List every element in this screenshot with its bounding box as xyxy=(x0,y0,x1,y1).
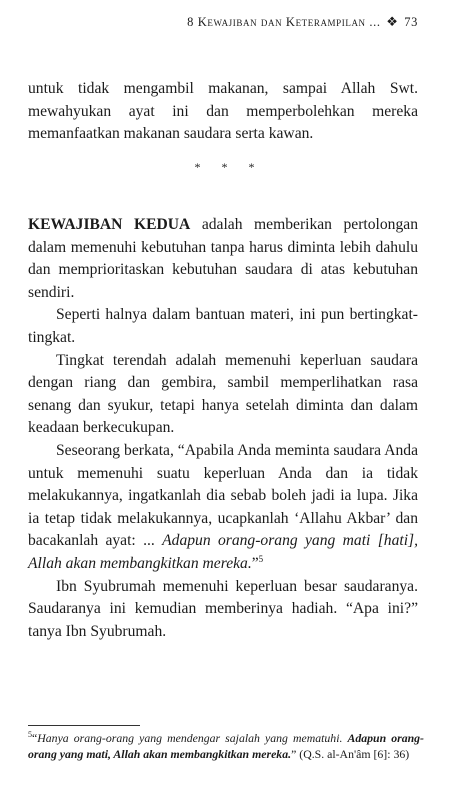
intro-block xyxy=(28,78,418,146)
footnote-rule xyxy=(28,725,140,726)
main-text xyxy=(28,214,418,643)
footnote-bold-text: Adapun orang-orang yang mati, Allah akan membangkitkan mereka. xyxy=(28,731,424,762)
quranic-quote: Adapun orang-orang yang mati [hati], Allah akan membangkitkan mereka. xyxy=(28,532,418,572)
page-number: 73 xyxy=(404,15,418,29)
intro-paragraph: untuk tidak mengambil makanan, sampai Allah Swt. mewahyukan ayat ini dan memperbolehkan mereka memanfaatkan makanan saudara serta kawan. xyxy=(28,80,418,143)
paragraph-2: Seperti halnya dalam bantuan materi, ini pun bertingkat-tingkat. xyxy=(28,306,418,346)
footnote-number: 5 xyxy=(28,730,32,740)
section-divider: * * * xyxy=(194,160,264,174)
footnote-close-quote: ” xyxy=(291,747,297,762)
chapter-title: Kewajiban dan Keterampilan ... xyxy=(197,15,381,29)
footnote-open-quote: “ xyxy=(32,731,38,745)
chapter-number: 8 xyxy=(187,15,195,29)
paragraph-4-text: Seseorang berkata, “Apabila Anda meminta saudara Anda untuk memenuhi suatu keperluan Anda dan ia tidak melakukannya, ingatkanlah dia sebab boleh jadi ia lupa. Jika ia tetap tidak melakukannya, ucapkanlah ‘Allahu Akbar’ dan bacakanlah ayat: ... xyxy=(28,441,418,550)
closing-quote: ” xyxy=(251,554,259,572)
footnote-italic-text: Hanya orang-orang yang mendengar sajalah yang mematuhi. xyxy=(37,731,343,745)
ornament-icon: ❖ xyxy=(386,14,399,29)
paragraph-1-text: adalah memberikan pertolongan dalam memenuhi kebutuhan tanpa harus diminta lebih dahulu dan memprioritaskan kebutuhan saudara di atas kebutuhan sendiri. xyxy=(28,216,418,301)
paragraph-5: Ibn Syubrumah memenuhi keperluan besar saudaranya. Saudaranya ini kemudian memberinya hadiah. “Apa ini?” tanya Ibn Syubrumah. xyxy=(28,577,418,640)
paragraph-4 xyxy=(28,440,418,576)
paragraph-3: Tingkat terendah adalah memenuhi keperluan saudara dengan riang dan gembira, sambil memperlihatkan rasa senang dan syukur, tetapi hanya setelah diminta dan dalam keadaan berkecukupan. xyxy=(28,351,418,437)
footnote-reference[interactable]: 5 xyxy=(258,553,264,564)
footnote-citation: (Q.S. al-An'âm [6]: 36) xyxy=(296,747,410,762)
footnote xyxy=(28,730,424,763)
section-lead: KEWAJIBAN KEDUA xyxy=(28,216,191,233)
paragraph-kewajiban-kedua xyxy=(28,214,418,304)
running-header xyxy=(0,14,418,30)
